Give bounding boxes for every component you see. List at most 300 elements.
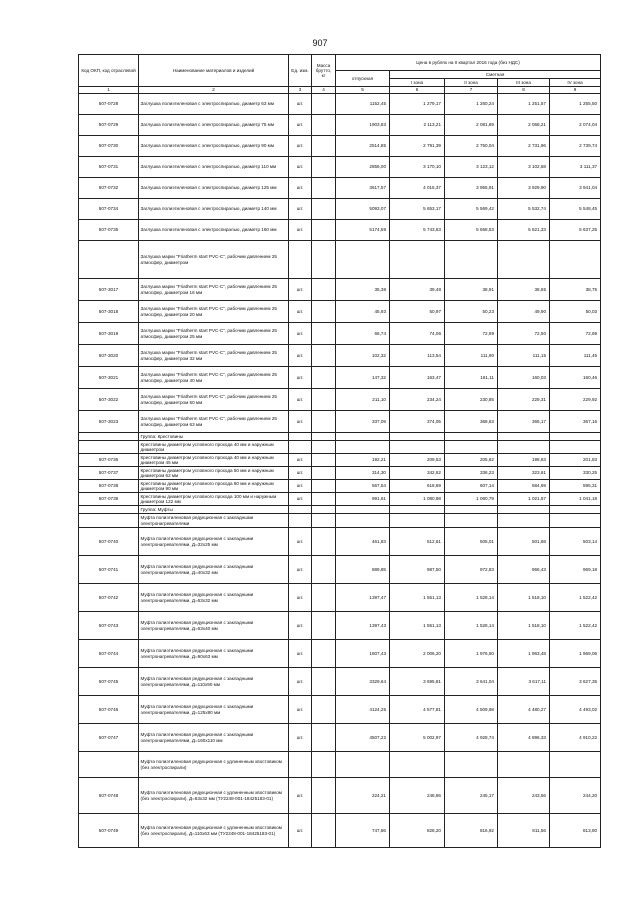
cell-zone-2-price: [445, 506, 498, 514]
cell-wholesale-price: 35,38: [336, 279, 390, 301]
cell-mass: [312, 136, 336, 157]
cell-zone-3-price: 3 617,11: [498, 668, 550, 696]
column-number: 3: [289, 87, 312, 94]
cell-code: [79, 441, 139, 454]
table-row: [79, 480, 601, 493]
cell-code: 507-0737: [79, 467, 139, 480]
cell-zone-3-price: 501,68: [498, 528, 550, 556]
cell-mass: [312, 493, 336, 506]
cell-mass: [312, 433, 336, 441]
header-code: Код ОКП, код отраслевой: [79, 55, 139, 87]
cell-unit: шт.: [289, 724, 312, 752]
cell-unit: шт.: [289, 556, 312, 584]
cell-zone-4-price: 330,25: [550, 467, 601, 480]
cell-zone-1-price: 512,61: [390, 528, 445, 556]
cell-unit: шт.: [289, 136, 312, 157]
cell-zone-2-price: 161,11: [445, 367, 498, 389]
cell-zone-1-price: 2 791,39: [390, 136, 445, 157]
cell-name: Заглушка полиэтиленовая с электроспиралью, диаметр 90 мм: [139, 136, 289, 157]
cell-code: 507-0729: [79, 115, 139, 136]
cell-mass: [312, 467, 336, 480]
cell-mass: [312, 279, 336, 301]
cell-zone-2-price: 336,23: [445, 467, 498, 480]
cell-name: Заглушка марки "Friatherm start PVC-C", рабочим давлением 25 атмосфер, диаметром 32 мм: [139, 345, 289, 367]
cell-zone-1-price: 74,06: [390, 323, 445, 345]
cell-wholesale-price: [336, 506, 390, 514]
page-number: 907: [312, 38, 328, 48]
cell-zone-4-price: 3 111,37: [550, 157, 601, 178]
cell-mass: [312, 367, 336, 389]
cell-zone-2-price: 38,91: [445, 279, 498, 301]
cell-zone-3-price: [498, 514, 550, 528]
cell-zone-1-price: 5 002,97: [390, 724, 445, 752]
cell-unit: шт.: [289, 199, 312, 220]
cell-name: Заглушка полиэтиленовая с электроспиралью, диаметр 110 мм: [139, 157, 289, 178]
cell-wholesale-price: 45,93: [336, 301, 390, 323]
table-row: [79, 778, 601, 814]
cell-wholesale-price: 1807,43: [336, 640, 390, 668]
cell-wholesale-price: 5093,07: [336, 199, 390, 220]
cell-zone-2-price: 2 081,89: [445, 115, 498, 136]
table-row: [79, 157, 601, 178]
cell-name: Заглушка полиэтиленовая с электроспиралью, диаметр 140 мм: [139, 199, 289, 220]
cell-code: 507-3020: [79, 345, 139, 367]
cell-wholesale-price: 1397,47: [336, 584, 390, 612]
column-number: 6: [390, 87, 445, 94]
cell-zone-4-price: 2 739,74: [550, 136, 601, 157]
cell-zone-4-price: [550, 514, 601, 528]
cell-zone-2-price: 50,23: [445, 301, 498, 323]
cell-zone-1-price: [390, 514, 445, 528]
table-row: [79, 724, 601, 752]
cell-unit: шт.: [289, 584, 312, 612]
cell-unit: [289, 433, 312, 441]
cell-zone-2-price: 1 976,50: [445, 640, 498, 668]
cell-zone-2-price: 368,63: [445, 411, 498, 433]
cell-zone-2-price: [445, 514, 498, 528]
cell-zone-1-price: 50,97: [390, 301, 445, 323]
header-zone-1: I зона: [390, 79, 445, 87]
cell-unit: [289, 752, 312, 778]
cell-mass: [312, 514, 336, 528]
cell-mass: [312, 323, 336, 345]
cell-zone-3-price: 5 532,74: [498, 199, 550, 220]
cell-zone-4-price: 1 969,06: [550, 640, 601, 668]
cell-mass: [312, 199, 336, 220]
cell-zone-3-price: 38,65: [498, 279, 550, 301]
cell-zone-1-price: 828,20: [390, 814, 445, 848]
cell-zone-1-price: 5 743,63: [390, 220, 445, 241]
cell-zone-1-price: [390, 241, 445, 279]
cell-mass: [312, 115, 336, 136]
cell-mass: [312, 640, 336, 668]
cell-zone-1-price: 5 653,17: [390, 199, 445, 220]
cell-zone-2-price: 111,90: [445, 345, 498, 367]
cell-zone-1-price: 1 551,13: [390, 584, 445, 612]
cell-zone-2-price: 230,85: [445, 389, 498, 411]
cell-zone-1-price: 4 577,81: [390, 696, 445, 724]
table-row: [79, 389, 601, 411]
cell-mass: [312, 724, 336, 752]
cell-code: 507-3018: [79, 301, 139, 323]
cell-unit: шт.: [289, 411, 312, 433]
cell-code: 507-0746: [79, 696, 139, 724]
cell-unit: [289, 241, 312, 279]
cell-code: 507-0739: [79, 493, 139, 506]
table-row: [79, 612, 601, 640]
cell-wholesale-price: 4507,22: [336, 724, 390, 752]
cell-zone-2-price: 4 509,98: [445, 696, 498, 724]
cell-zone-1-price: 1 279,17: [390, 94, 445, 115]
cell-wholesale-price: 66,74: [336, 323, 390, 345]
table-row: [79, 220, 601, 241]
cell-zone-3-price: 2 731,96: [498, 136, 550, 157]
group-row: [79, 241, 601, 279]
cell-zone-3-price: 5 621,33: [498, 220, 550, 241]
cell-wholesale-price: 2514,85: [336, 136, 390, 157]
header-wholesale: отпускная: [336, 71, 390, 87]
cell-wholesale-price: [336, 514, 390, 528]
cell-code: 507-3019: [79, 323, 139, 345]
cell-zone-1-price: [390, 752, 445, 778]
cell-unit: шт.: [289, 612, 312, 640]
cell-zone-3-price: 966,43: [498, 556, 550, 584]
cell-zone-4-price: 201,83: [550, 454, 601, 467]
cell-wholesale-price: [336, 433, 390, 441]
cell-name: Муфта полиэтиленовая редукционная с закладными электронагревателями, Д=125х90 мм: [139, 696, 289, 724]
column-number-row: [79, 87, 601, 94]
cell-wholesale-price: 3329,64: [336, 668, 390, 696]
cell-code: [79, 514, 139, 528]
table-row: [79, 411, 601, 433]
table-row: [79, 178, 601, 199]
cell-name: Муфта полиэтиленовая редукционная с закладными электронагревателями, Д=110х90 мм: [139, 668, 289, 696]
group-row: [79, 752, 601, 778]
cell-mass: [312, 528, 336, 556]
header-estimate: Сметная: [390, 71, 601, 79]
cell-zone-2-price: 816,92: [445, 814, 498, 848]
cell-unit: шт.: [289, 115, 312, 136]
table-row: [79, 279, 601, 301]
cell-mass: [312, 778, 336, 814]
cell-zone-1-price: [390, 441, 445, 454]
cell-name: Крестовины диаметром условного прохода 50 мм и наружным диаметром 62 мм: [139, 467, 289, 480]
cell-name: Заглушка марки "Friatherm start PVC-C", рабочим давлением 25 атмосфер, диаметром: [139, 241, 289, 279]
cell-zone-3-price: [498, 241, 550, 279]
column-number: 2: [139, 87, 289, 94]
cell-unit: шт.: [289, 528, 312, 556]
cell-zone-4-price: 1 255,50: [550, 94, 601, 115]
cell-wholesale-price: 314,30: [336, 467, 390, 480]
cell-zone-4-price: 969,18: [550, 556, 601, 584]
cell-wholesale-price: 192,21: [336, 454, 390, 467]
cell-code: 507-0734: [79, 199, 139, 220]
column-number: 5: [336, 87, 390, 94]
cell-unit: шт.: [289, 493, 312, 506]
table-row: [79, 668, 601, 696]
cell-zone-3-price: 2 068,21: [498, 115, 550, 136]
cell-code: [79, 241, 139, 279]
cell-zone-3-price: 72,50: [498, 323, 550, 345]
table-row: [79, 323, 601, 345]
cell-zone-3-price: 323,61: [498, 467, 550, 480]
table-row: [79, 696, 601, 724]
cell-zone-1-price: 618,69: [390, 480, 445, 493]
cell-zone-3-price: 1 963,48: [498, 640, 550, 668]
cell-unit: шт.: [289, 389, 312, 411]
cell-name: Муфта полиэтиленовая редукционная с закладными электронагревателями, Д=63х32 мм: [139, 584, 289, 612]
cell-mass: [312, 814, 336, 848]
cell-zone-4-price: 367,16: [550, 411, 601, 433]
cell-name: Заглушка полиэтиленовая с электроспиралью, диаметр 125 мм: [139, 178, 289, 199]
cell-wholesale-price: 1152,45: [336, 94, 390, 115]
cell-zone-3-price: 49,90: [498, 301, 550, 323]
table-row: [79, 814, 601, 848]
cell-zone-3-price: 243,56: [498, 778, 550, 814]
table-row: [79, 115, 601, 136]
cell-zone-4-price: 111,45: [550, 345, 601, 367]
cell-mass: [312, 94, 336, 115]
cell-wholesale-price: 211,10: [336, 389, 390, 411]
cell-zone-2-price: 3 641,04: [445, 668, 498, 696]
cell-zone-1-price: 987,50: [390, 556, 445, 584]
column-number: 1: [79, 87, 139, 94]
cell-mass: [312, 454, 336, 467]
cell-zone-2-price: [445, 241, 498, 279]
cell-code: 507-0742: [79, 584, 139, 612]
cell-code: 507-3022: [79, 389, 139, 411]
cell-name: Группа: Крестовины: [139, 433, 289, 441]
cell-code: 507-3017: [79, 279, 139, 301]
cell-name: Муфта полиэтиленовая редукционная с закладными электронагревателями, Д=63х40 мм: [139, 612, 289, 640]
cell-wholesale-price: [336, 441, 390, 454]
table-row: [79, 493, 601, 506]
cell-mass: [312, 480, 336, 493]
cell-name: Муфта полиэтиленовая редукционная с удлиненным хвостовиком (без электроспирали): [139, 752, 289, 778]
cell-mass: [312, 584, 336, 612]
cell-mass: [312, 752, 336, 778]
table-row: [79, 528, 601, 556]
cell-code: 507-0749: [79, 814, 139, 848]
cell-name: Муфта полиэтиленовая редукционная с закладными электронагревателями, Д=90х63 мм: [139, 640, 289, 668]
cell-zone-1-price: 2 006,20: [390, 640, 445, 668]
cell-wholesale-price: 461,83: [336, 528, 390, 556]
cell-wholesale-price: 224,21: [336, 778, 390, 814]
cell-name: Муфта полиэтиленовая редукционная с закладными электронагревателями, Д=40х32 мм: [139, 556, 289, 584]
cell-name: Заглушка полиэтиленовая с электроспиралью, диаметр 75 мм: [139, 115, 289, 136]
cell-zone-1-price: 3 695,81: [390, 668, 445, 696]
cell-zone-4-price: 3 627,35: [550, 668, 601, 696]
cell-zone-1-price: 39,48: [390, 279, 445, 301]
cell-name: Заглушка марки "Friatherm start PVC-C", рабочим давлением 25 атмосфер, диаметром 20 мм: [139, 301, 289, 323]
table-row: [79, 367, 601, 389]
cell-zone-4-price: 229,92: [550, 389, 601, 411]
cell-zone-2-price: 1 528,14: [445, 612, 498, 640]
cell-zone-4-price: [550, 506, 601, 514]
header-unit: Ед. изм.: [289, 55, 312, 87]
cell-zone-2-price: 5 658,53: [445, 220, 498, 241]
cell-zone-4-price: 4 910,22: [550, 724, 601, 752]
group-row: [79, 514, 601, 528]
cell-code: [79, 433, 139, 441]
cell-zone-2-price: 72,99: [445, 323, 498, 345]
table-row: [79, 136, 601, 157]
cell-unit: шт.: [289, 480, 312, 493]
cell-zone-4-price: 2 074,04: [550, 115, 601, 136]
cell-zone-4-price: 72,69: [550, 323, 601, 345]
cell-zone-4-price: [550, 241, 601, 279]
cell-unit: шт.: [289, 323, 312, 345]
group-row: [79, 441, 601, 454]
cell-code: 507-3021: [79, 367, 139, 389]
cell-unit: [289, 514, 312, 528]
cell-name: Группа: Муфты: [139, 506, 289, 514]
cell-wholesale-price: 2856,00: [336, 157, 390, 178]
cell-zone-3-price: 1 021,57: [498, 493, 550, 506]
header-zone-2: II зона: [445, 79, 498, 87]
table-row: [79, 584, 601, 612]
cell-zone-1-price: 113,54: [390, 345, 445, 367]
table-row: [79, 301, 601, 323]
cell-wholesale-price: 889,85: [336, 556, 390, 584]
cell-wholesale-price: 1397,43: [336, 612, 390, 640]
header-zone-3: III зона: [498, 79, 550, 87]
cell-unit: шт.: [289, 178, 312, 199]
cell-zone-2-price: 4 928,74: [445, 724, 498, 752]
cell-mass: [312, 441, 336, 454]
cell-zone-3-price: [498, 433, 550, 441]
cell-wholesale-price: 747,86: [336, 814, 390, 848]
cell-unit: шт.: [289, 454, 312, 467]
cell-wholesale-price: 337,09: [336, 411, 390, 433]
cell-code: 507-0744: [79, 640, 139, 668]
cell-zone-1-price: 248,86: [390, 778, 445, 814]
table-row: [79, 467, 601, 480]
cell-code: [79, 752, 139, 778]
cell-zone-3-price: 1 518,10: [498, 584, 550, 612]
cell-wholesale-price: [336, 752, 390, 778]
cell-unit: шт.: [289, 367, 312, 389]
cell-zone-4-price: [550, 752, 601, 778]
cell-name: Крестовины диаметром условного прохода 80 мм и наружным диаметром 90 мм: [139, 480, 289, 493]
cell-zone-3-price: [498, 506, 550, 514]
cell-zone-3-price: 366,17: [498, 411, 550, 433]
cell-mass: [312, 506, 336, 514]
cell-zone-2-price: [445, 433, 498, 441]
cell-zone-3-price: 4 896,33: [498, 724, 550, 752]
cell-zone-4-price: 503,14: [550, 528, 601, 556]
cell-zone-2-price: 205,62: [445, 454, 498, 467]
cell-zone-3-price: [498, 441, 550, 454]
cell-wholesale-price: 102,32: [336, 345, 390, 367]
cell-zone-3-price: 229,31: [498, 389, 550, 411]
cell-name: Заглушка полиэтиленовая с электроспиралью, диаметр 63 мм: [139, 94, 289, 115]
cell-zone-4-price: 4 493,02: [550, 696, 601, 724]
cell-zone-4-price: 244,20: [550, 778, 601, 814]
cell-name: Заглушка марки "Friatherm start PVC-C", рабочим давлением 25 атмосфер, диаметром 40 мм: [139, 367, 289, 389]
cell-zone-2-price: 245,17: [445, 778, 498, 814]
cell-zone-3-price: [498, 752, 550, 778]
cell-zone-2-price: 1 260,24: [445, 94, 498, 115]
cell-zone-2-price: 607,14: [445, 480, 498, 493]
cell-zone-4-price: 595,31: [550, 480, 601, 493]
cell-name: Крестовины диаметром условного прохода 40 мм и наружным диаметром 45 мм: [139, 454, 289, 467]
cell-code: 507-0740: [79, 528, 139, 556]
cell-unit: шт.: [289, 301, 312, 323]
cell-zone-1-price: [390, 433, 445, 441]
cell-unit: шт.: [289, 467, 312, 480]
cell-unit: шт.: [289, 345, 312, 367]
cell-zone-3-price: 3 929,90: [498, 178, 550, 199]
cell-zone-3-price: 198,83: [498, 454, 550, 467]
cell-name: Заглушка марки "Friatherm start PVC-C", рабочим давлением 25 атмосфер, диаметром 16 мм: [139, 279, 289, 301]
cell-zone-3-price: 160,03: [498, 367, 550, 389]
cell-zone-3-price: 4 480,27: [498, 696, 550, 724]
cell-zone-2-price: 1 528,14: [445, 584, 498, 612]
cell-unit: [289, 506, 312, 514]
table-row: [79, 199, 601, 220]
cell-zone-1-price: 163,47: [390, 367, 445, 389]
cell-wholesale-price: 147,32: [336, 367, 390, 389]
cell-zone-4-price: 1 041,18: [550, 493, 601, 506]
cell-name: Заглушка марки "Friatherm start PVC-C", рабочим давлением 25 атмосфер, диаметром 63 мм: [139, 411, 289, 433]
cell-zone-2-price: 972,83: [445, 556, 498, 584]
cell-zone-1-price: 4 015,37: [390, 178, 445, 199]
cell-code: 507-0738: [79, 480, 139, 493]
cell-name: Заглушка марки "Friatherm start PVC-C", рабочим давлением 25 атмосфер, диаметром 25 мм: [139, 323, 289, 345]
cell-mass: [312, 696, 336, 724]
cell-mass: [312, 668, 336, 696]
cell-zone-4-price: [550, 441, 601, 454]
cell-zone-2-price: [445, 441, 498, 454]
cell-mass: [312, 301, 336, 323]
cell-zone-4-price: [550, 433, 601, 441]
column-number: 4: [312, 87, 336, 94]
cell-zone-1-price: 1 080,98: [390, 493, 445, 506]
header-zone-4: IV зона: [550, 79, 601, 87]
table-row: [79, 640, 601, 668]
header-name: Наименование материалов и изделий: [139, 55, 289, 87]
cell-zone-4-price: 5 637,25: [550, 220, 601, 241]
table-row: [79, 94, 601, 115]
cell-zone-1-price: 374,05: [390, 411, 445, 433]
column-number: 9: [550, 87, 601, 94]
cell-zone-1-price: 1 551,13: [390, 612, 445, 640]
cell-name: Муфта полиэтиленовая редукционная с закладными электронагревателями: [139, 514, 289, 528]
cell-zone-2-price: 5 569,42: [445, 199, 498, 220]
cell-zone-4-price: 38,75: [550, 279, 601, 301]
column-number: 8: [498, 87, 550, 94]
cell-zone-4-price: 3 941,04: [550, 178, 601, 199]
cell-unit: шт.: [289, 640, 312, 668]
cell-zone-1-price: [390, 506, 445, 514]
cell-code: 507-0743: [79, 612, 139, 640]
cell-zone-4-price: 813,80: [550, 814, 601, 848]
cell-wholesale-price: 4124,25: [336, 696, 390, 724]
cell-zone-2-price: 3 955,91: [445, 178, 498, 199]
cell-name: Заглушка полиэтиленовая с электроспиралью, диаметр 160 мм: [139, 220, 289, 241]
cell-zone-3-price: 1 251,57: [498, 94, 550, 115]
cell-zone-2-price: 3 123,12: [445, 157, 498, 178]
cell-zone-1-price: 209,53: [390, 454, 445, 467]
cell-name: Муфта полиэтиленовая редукционная с закладными электронагревателями, Д=160х110 мм: [139, 724, 289, 752]
table-row: [79, 556, 601, 584]
cell-code: 507-0745: [79, 668, 139, 696]
cell-name: Муфта полиэтиленовая редукционная с закладными электронагревателями, Д=32х25 мм: [139, 528, 289, 556]
table-row: [79, 345, 601, 367]
cell-zone-2-price: [445, 752, 498, 778]
cell-code: 507-0748: [79, 778, 139, 814]
